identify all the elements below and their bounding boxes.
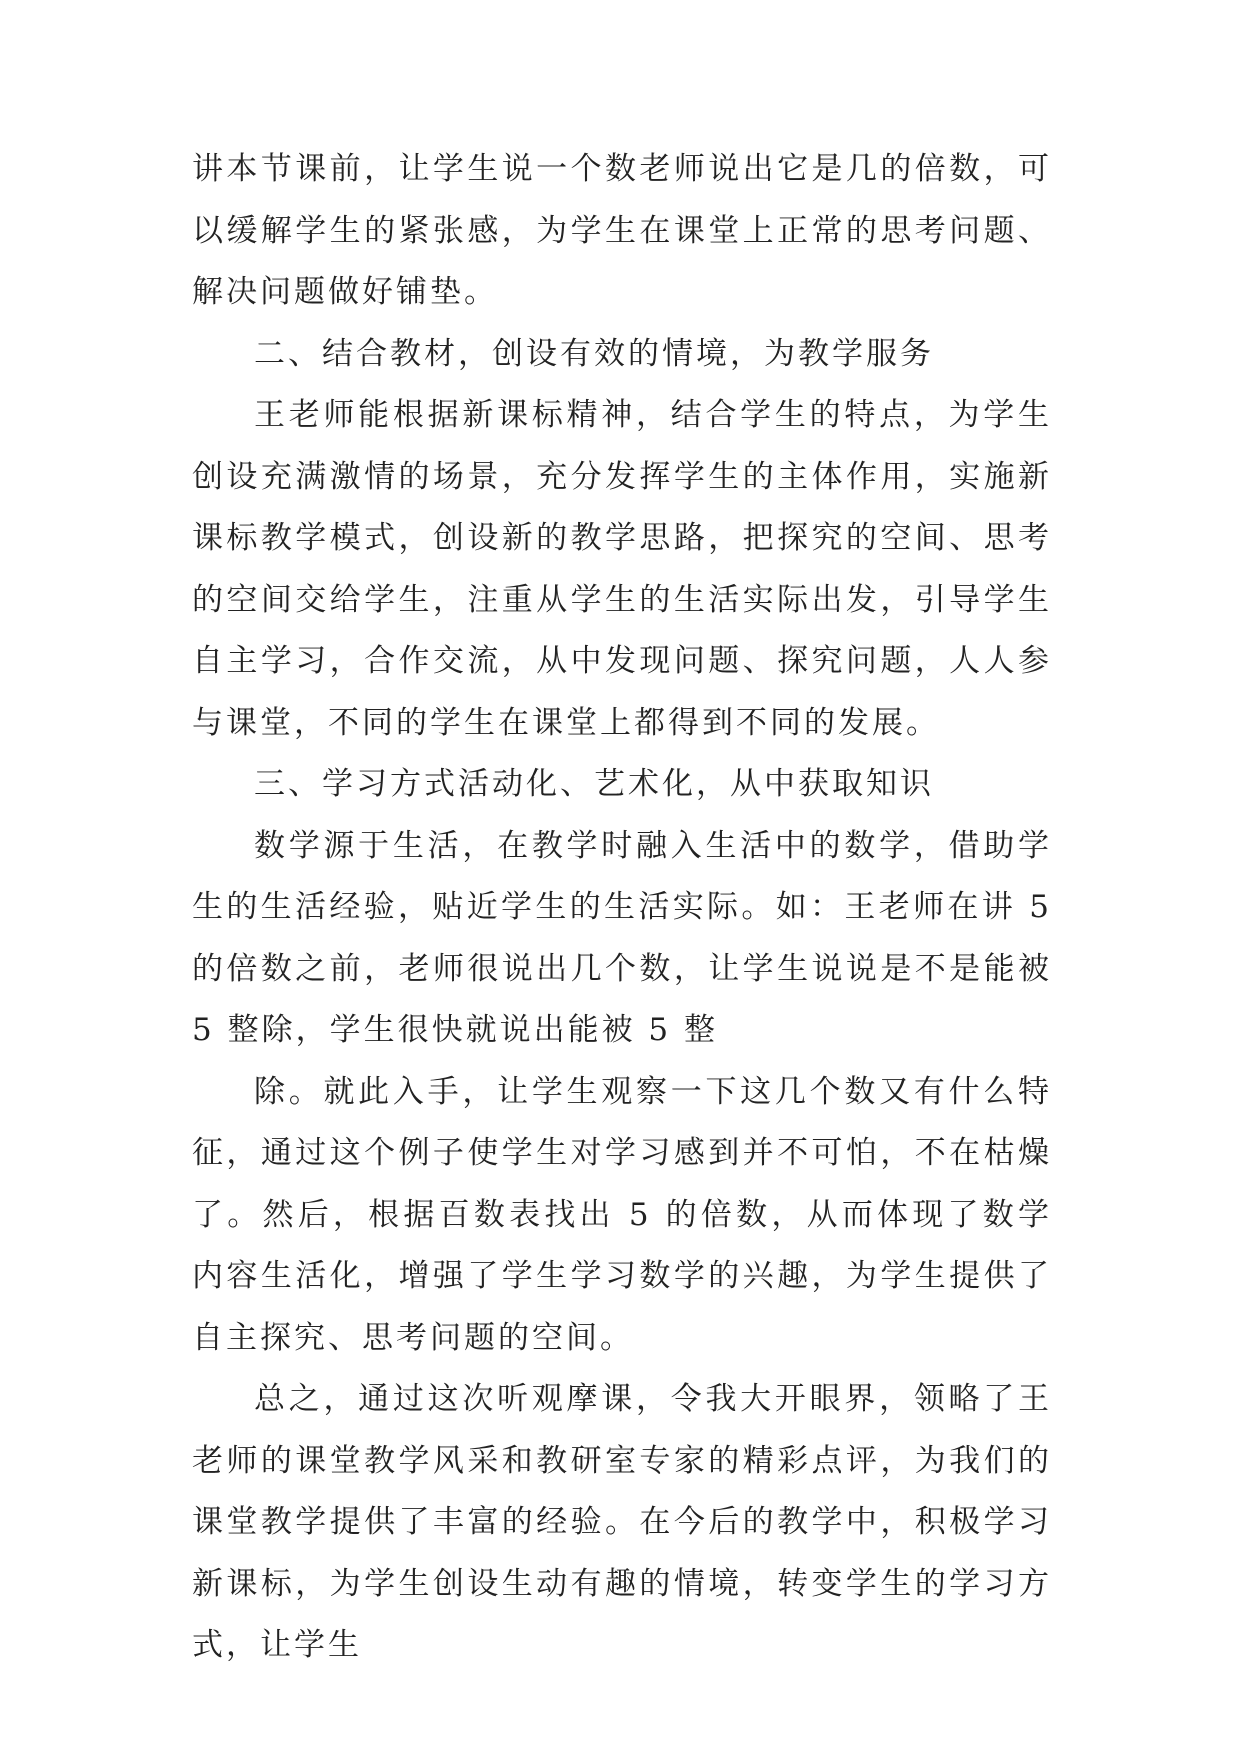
section-heading-3: 三、学习方式活动化、艺术化，从中获取知识: [254, 766, 934, 802]
document-body: [192, 139, 1052, 1677]
paragraph-6: 除。就此入手，让学生观察一下这几个数又有什么特征，通过这个例子使学生对学习感到并不可怕，不在枯燥了。然后，根据百数表找出 5 的倍数，从而体现了数学内容生活化，增强了学生学习数学的兴趣，为学生提供了自主探究、思考问题的空间。: [192, 1073, 1052, 1356]
paragraph-5: 数学源于生活，在教学时融入生活中的数学，借助学生的生活经验，贴近学生的生活实际。如：王老师在讲 5 的倍数之前，老师很说出几个数，让学生说说是不是能被 5 整除，学生很快就说出能被 5 整: [192, 827, 1052, 1048]
paragraph-1: 讲本节课前，让学生说一个数老师说出它是几的倍数，可以缓解学生的紧张感，为学生在课堂上正常的思考问题、解决问题做好铺垫。: [192, 151, 1052, 310]
paragraph-3: 王老师能根据新课标精神，结合学生的特点，为学生创设充满激情的场景，充分发挥学生的主体作用，实施新课标教学模式，创设新的教学思路，把探究的空间、思考的空间交给学生，注重从学生的生活实际出发，引导学生自主学习，合作交流，从中发现问题、探究问题，人人参与课堂，不同的学生在课堂上都得到不同的发展。: [192, 397, 1052, 741]
section-heading-2: 二、结合教材，创设有效的情境，为教学服务: [254, 335, 934, 372]
paragraph-7: 总之，通过这次听观摩课，令我大开眼界，领略了王老师的课堂教学风采和教研室专家的精彩点评，为我们的课堂教学提供了丰富的经验。在今后的教学中，积极学习新课标，为学生创设生动有趣的情境，转变学生的学习方式，让学生: [192, 1381, 1052, 1663]
